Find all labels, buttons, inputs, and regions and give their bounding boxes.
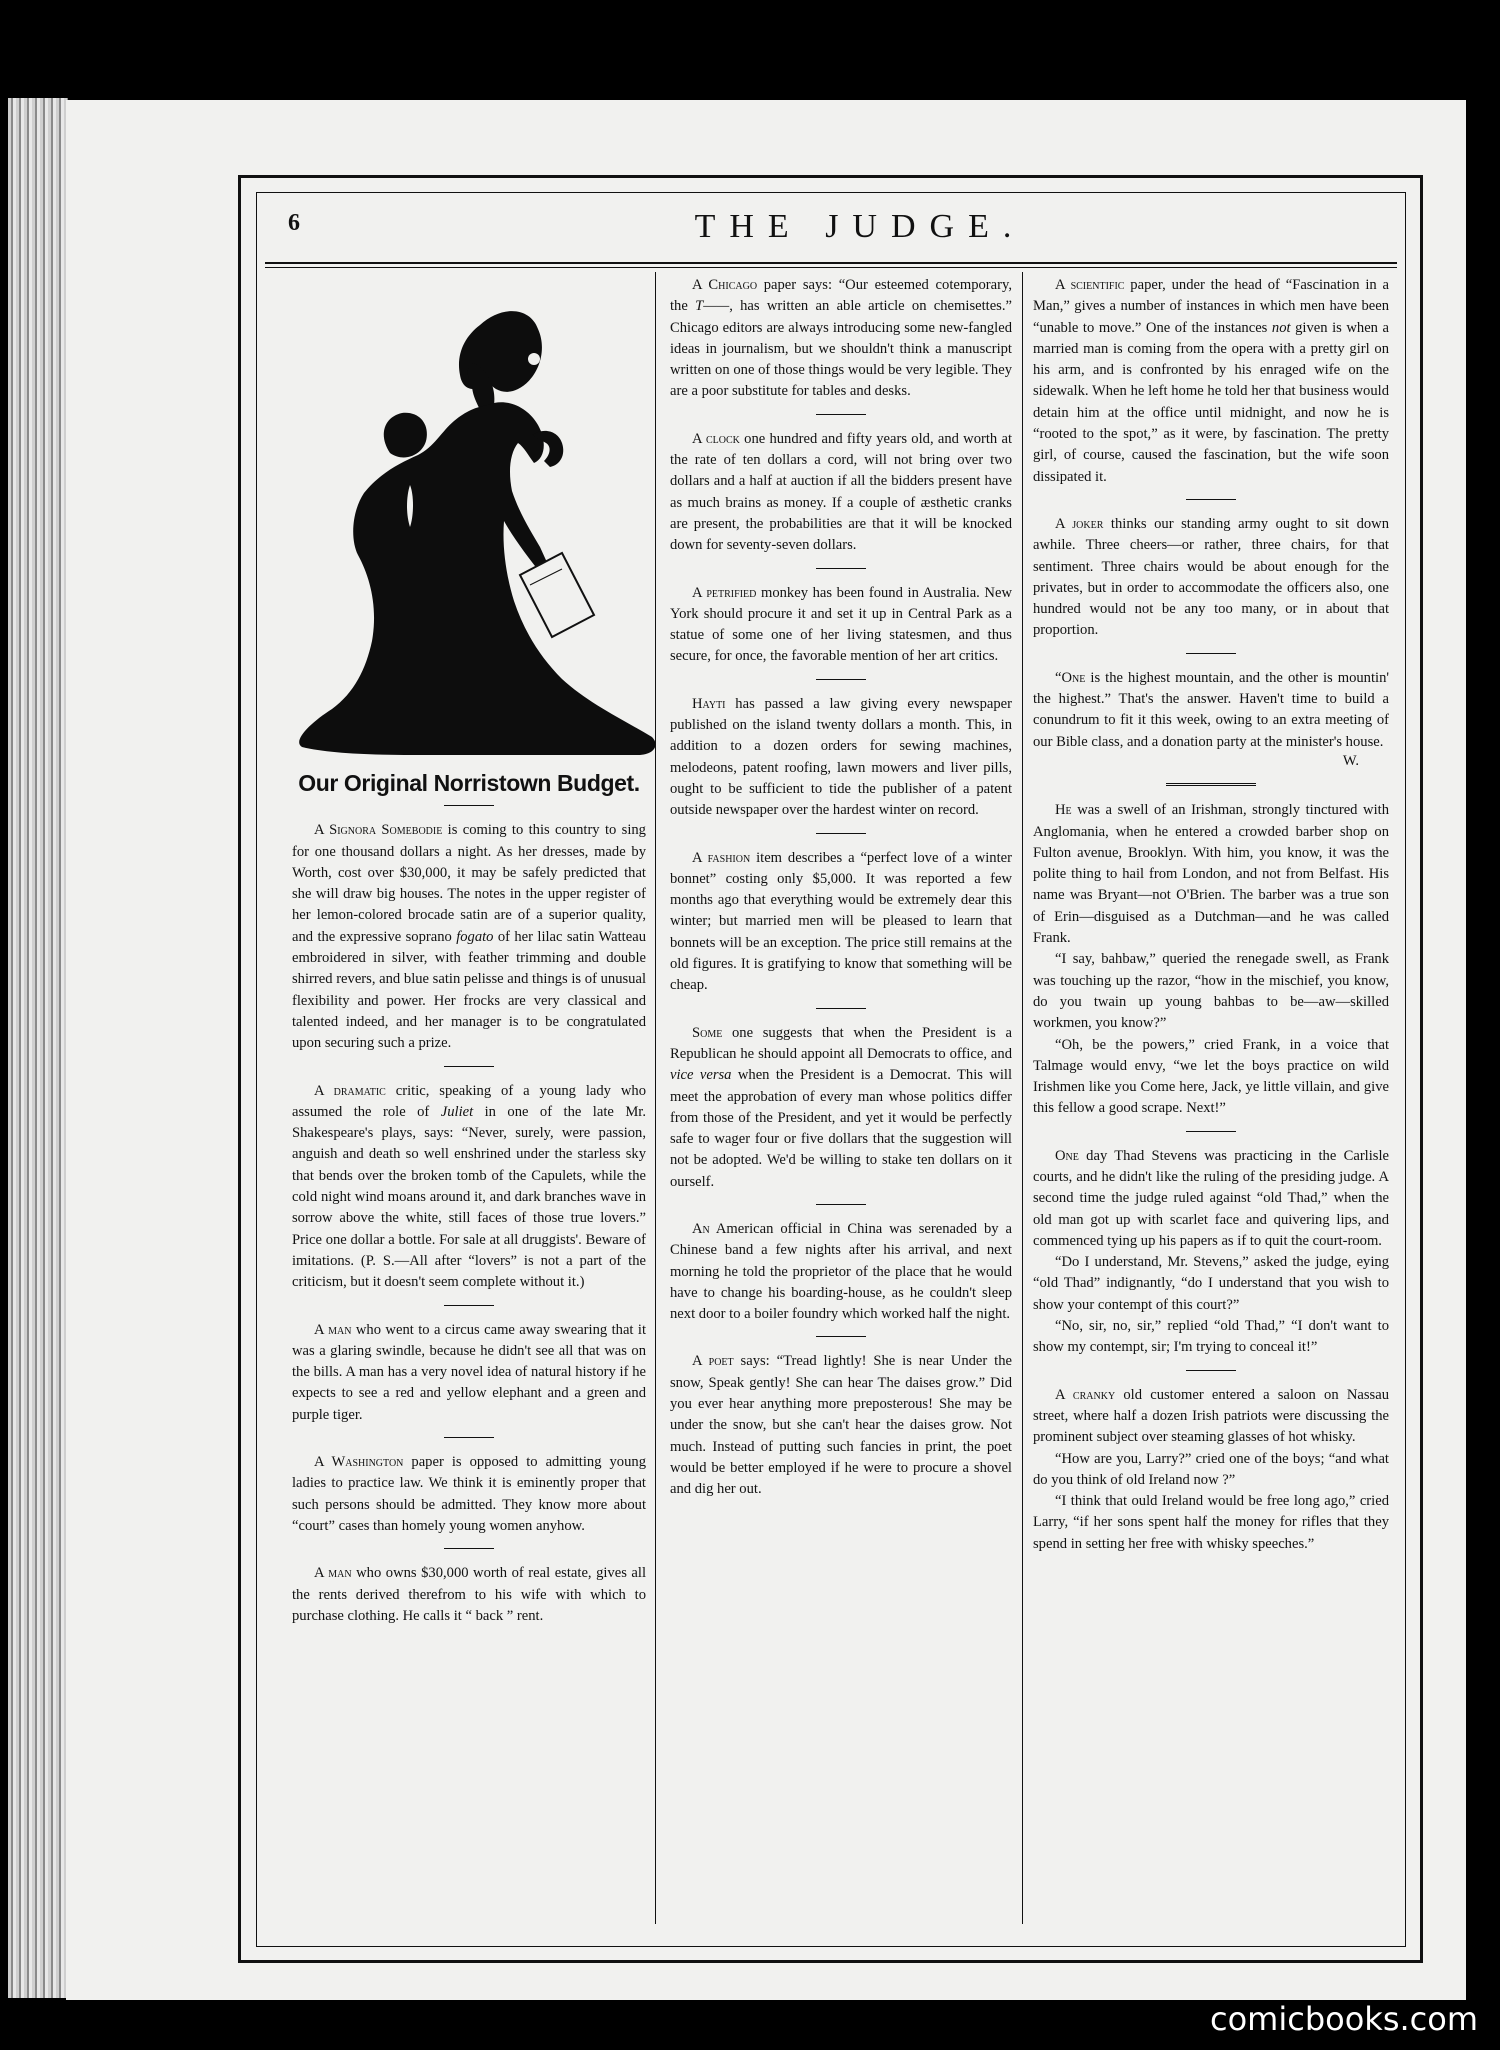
section-rule — [816, 414, 866, 415]
section-rule-double — [1166, 783, 1256, 786]
section-rule — [816, 1204, 866, 1205]
paragraph: A fashion item describes a “perfect love of a winter bonnet” costing only $5,000. It was reported a few months ago that everything would be extremely dear this winter; but married men will be pleased to learn that bonnets will be an exception. The price still remains at the old figures. It is gratifying to know that something will be cheap. — [670, 849, 1012, 994]
column-3 — [1033, 275, 1389, 1555]
book-spine-edge — [8, 98, 68, 1998]
section-rule — [1186, 1131, 1236, 1132]
section-rule — [1186, 653, 1236, 654]
section-title: Our Original Norristown Budget. — [298, 770, 640, 796]
paragraph: An American official in China was serenaded by a Chinese band a few nights after his arrival, and next morning he told the proprietor of the place that he would have to change his boarding-house, as he couldn't sleep next door to a boiler foundry which worked half the night. — [670, 1220, 1012, 1323]
paragraph: Hayti has passed a law giving every newspaper published on the island twenty dollars a month. This, in addition to a dozen orders for sewing machines, melodeons, patent roofing, lawn mowers and liver pills, ought to be sufficient to tide the publisher of a patent outside newspaper over the hardest winter on record. — [670, 695, 1012, 819]
header-rule-thin — [265, 267, 1397, 268]
paragraph: “I think that ould Ireland would be free long ago,” cried Larry, “if her sons spent half the money for rifles that they spend in setting her free with whisky speeches.” — [1033, 1493, 1389, 1552]
column-1 — [292, 275, 646, 1627]
section-rule — [444, 1066, 494, 1067]
section-rule — [816, 1336, 866, 1337]
paragraph: “I say, bahbaw,” queried the renegade swell, as Frank was touching up the razor, “how in the mischief, you know, do you twain up young bahbas to be—aw—skilled workmen, you know?” — [1033, 951, 1389, 1032]
paragraph: Some one suggests that when the President is a Republican he should appoint all Democrats to office, and vice versa when the President is a Democrat. This will meet the approbation of every man whose politics differ from those of the President, and yet it would be perfectly safe to wager four or five dollars that the suggestion will not be adopted. We'd be willing to stake ten dollars on it ourself. — [670, 1024, 1013, 1190]
section-rule — [816, 833, 866, 834]
section-rule — [1186, 499, 1236, 500]
paragraph: A Signora Somebodie is coming to this country to sing for one thousand dollars a night. As her dresses, made by Worth, cost over $30,000, it may be safely predicted that she will draw big houses. The notes in the upper register of her lemon-colored brocade satin are of a superior quality, and the expressive soprano fogato of her lilac satin Watteau embroidered in silver, with feather trimming and double shirred revers, and blue satin pelisse and things is of unusual flexibility and power. Her frocks are very classical and talented indeed, and her manager is to be congratulated upon securing such a prize. — [292, 822, 646, 1052]
column-divider — [1022, 272, 1023, 1924]
paragraph: A poet says: “Tread lightly! She is near Under the snow, Speak gently! She can hear The daises grow.” Did you ever hear anything more preposterous! She may be under the snow, but she can't hear the daises grow. Not much. Instead of putting such fancies in print, the poet would be better employed if he were to procure a shovel and dig her out. — [670, 1353, 1012, 1498]
section-rule — [816, 679, 866, 680]
paragraph: A scientific paper, under the head of “Fascination in a Man,” gives a number of instances in which men have been “unable to move.” One of the instances not given is when a married man is coming from the opera with a pretty girl on his arm, and is confronted by his enraged wife on the sidewalk. When he left home he told her that business would detain him at the office until midnight, and now he is “rooted to the spot,” as it were, by fascination. The pretty girl, of course, caused the fascination, but the wife soon dissipated it. — [1033, 277, 1389, 485]
section-rule — [816, 1008, 866, 1009]
author-signature: W. — [1342, 752, 1359, 769]
paragraph: He was a swell of an Irishman, strongly tinctured with Anglomania, when he entered a crowded barber shop on Fulton avenue, Brooklyn. With him, you know, it was the polite thing to hail from London, and not from Belfast. His name was Bryant—not O'Brien. The barber was a true son of Erin—disguised as a Dutchman—and he was called Frank. — [1033, 802, 1389, 947]
paragraph: A cranky old customer entered a saloon on Nassau street, where half a dozen Irish patriots were discussing the prominent subject over steaming glasses of hot whisky. — [1033, 1386, 1389, 1446]
section-rule — [1186, 1370, 1236, 1371]
paragraph: A man who went to a circus came away swearing that it was a glaring swindle, because he didn't see all that was on the bills. A man has a very novel idea of natural history if he expects to see a red and yellow elephant and a green and purple tiger. — [292, 1321, 646, 1423]
page-number: 6 — [288, 210, 300, 236]
paragraph: “One is the highest mountain, and the other is mountin' the highest.” That's the answer. Haven't time to build a conundrum to fit it this week, owing to an extra meeting of our Bible class, and a donation party at the minister's house. — [1033, 669, 1389, 750]
section-rule — [444, 1437, 494, 1438]
paragraph: A petrified monkey has been found in Australia. New York should procure it and set it up in Central Park as a statue of some one of her living statesmen, and thus secure, for once, the favorable mention of her art critics. — [670, 584, 1012, 665]
column-2 — [670, 275, 1012, 1501]
paragraph: A dramatic critic, speaking of a young lady who assumed the role of Juliet in one of the late Mr. Shakespeare's plays, says: “Never, surely, were passion, anguish and death so well enshrined under the starless sky that bends over the broken tomb of the Capulets, while the cold night wind moans around it, and dark branches wave in sorrow above the white, still faces of those true lovers.” Price one dollar a bottle. For sale at all druggists'. Beware of imitations. (P. S.—All after “lovers” is not a part of the criticism, but it doesn't seem complete without it.) — [292, 1082, 647, 1291]
paragraph: “No, sir, no, sir,” replied “old Thad,” “I don't want to show my contempt, sir; I'm trying to conceal it!” — [1033, 1318, 1389, 1356]
paragraph: “How are you, Larry?” cried one of the boys; “and what do you think of old Ireland now ?” — [1033, 1450, 1389, 1488]
paragraph: A clock one hundred and fifty years old, and worth at the rate of ten dollars a cord, will not bring over two dollars and a half at auction if all the bidders present have as much brains as money. If a couple of æsthetic cranks are present, the probabilities are that it will be knocked down for seventy-seven dollars. — [670, 430, 1012, 554]
paragraph: One day Thad Stevens was practicing in the Carlisle courts, and he didn't like the ruling of the presiding judge. A second time the judge ruled against “old Thad,” when the old man got up with scarlet face and quivering lips, and commenced tying up his papers as if to quit the court-room. — [1033, 1147, 1389, 1249]
section-rule — [816, 568, 866, 569]
paragraph: “Oh, be the powers,” cried Frank, in a voice that Talmage would envy, “we let the boys practice on wild Irishmen like you Come here, Jack, ye little villain, and give this fellow a good scrape. Next!” — [1033, 1036, 1389, 1117]
lady-silhouette-illustration — [292, 285, 662, 763]
paragraph: “Do I understand, Mr. Stevens,” asked the judge, eying “old Thad” indignantly, “do I understand that you wish to show your contempt of this court?” — [1033, 1254, 1389, 1313]
section-rule — [444, 1548, 494, 1549]
site-watermark: comicbooks.com — [1209, 2000, 1478, 2038]
section-rule — [444, 1305, 494, 1306]
masthead-title: THE JUDGE. — [694, 208, 1026, 245]
header-rule — [265, 262, 1397, 264]
paragraph: A Chicago paper says: “Our esteemed cotemporary, the T——, has written an able article on chemisettes.” Chicago editors are always introducing some new-fangled ideas in journalism, but we shouldn't think a manuscript written on one of those things would be very legible. They are a poor substitute for tables and desks. — [670, 277, 1012, 400]
paragraph: A man who owns $30,000 worth of real estate, gives all the rents derived therefrom to his wife with which to purchase clothing. He calls it “ back ” rent. — [292, 1565, 646, 1624]
section-rule — [444, 805, 494, 806]
paragraph: A joker thinks our standing army ought to sit down awhile. Three cheers—or rather, three chairs, for that sentiment. Three chairs would be about enough for the privates, but in order to accommodate the officers also, one hundred would not be any too many, or in about that proportion. — [1033, 515, 1390, 639]
paragraph: A Washington paper is opposed to admitting young ladies to practice law. We think it is eminently proper that such persons should be admitted. They know more about “court” cases than homely young women anyhow. — [292, 1454, 646, 1534]
